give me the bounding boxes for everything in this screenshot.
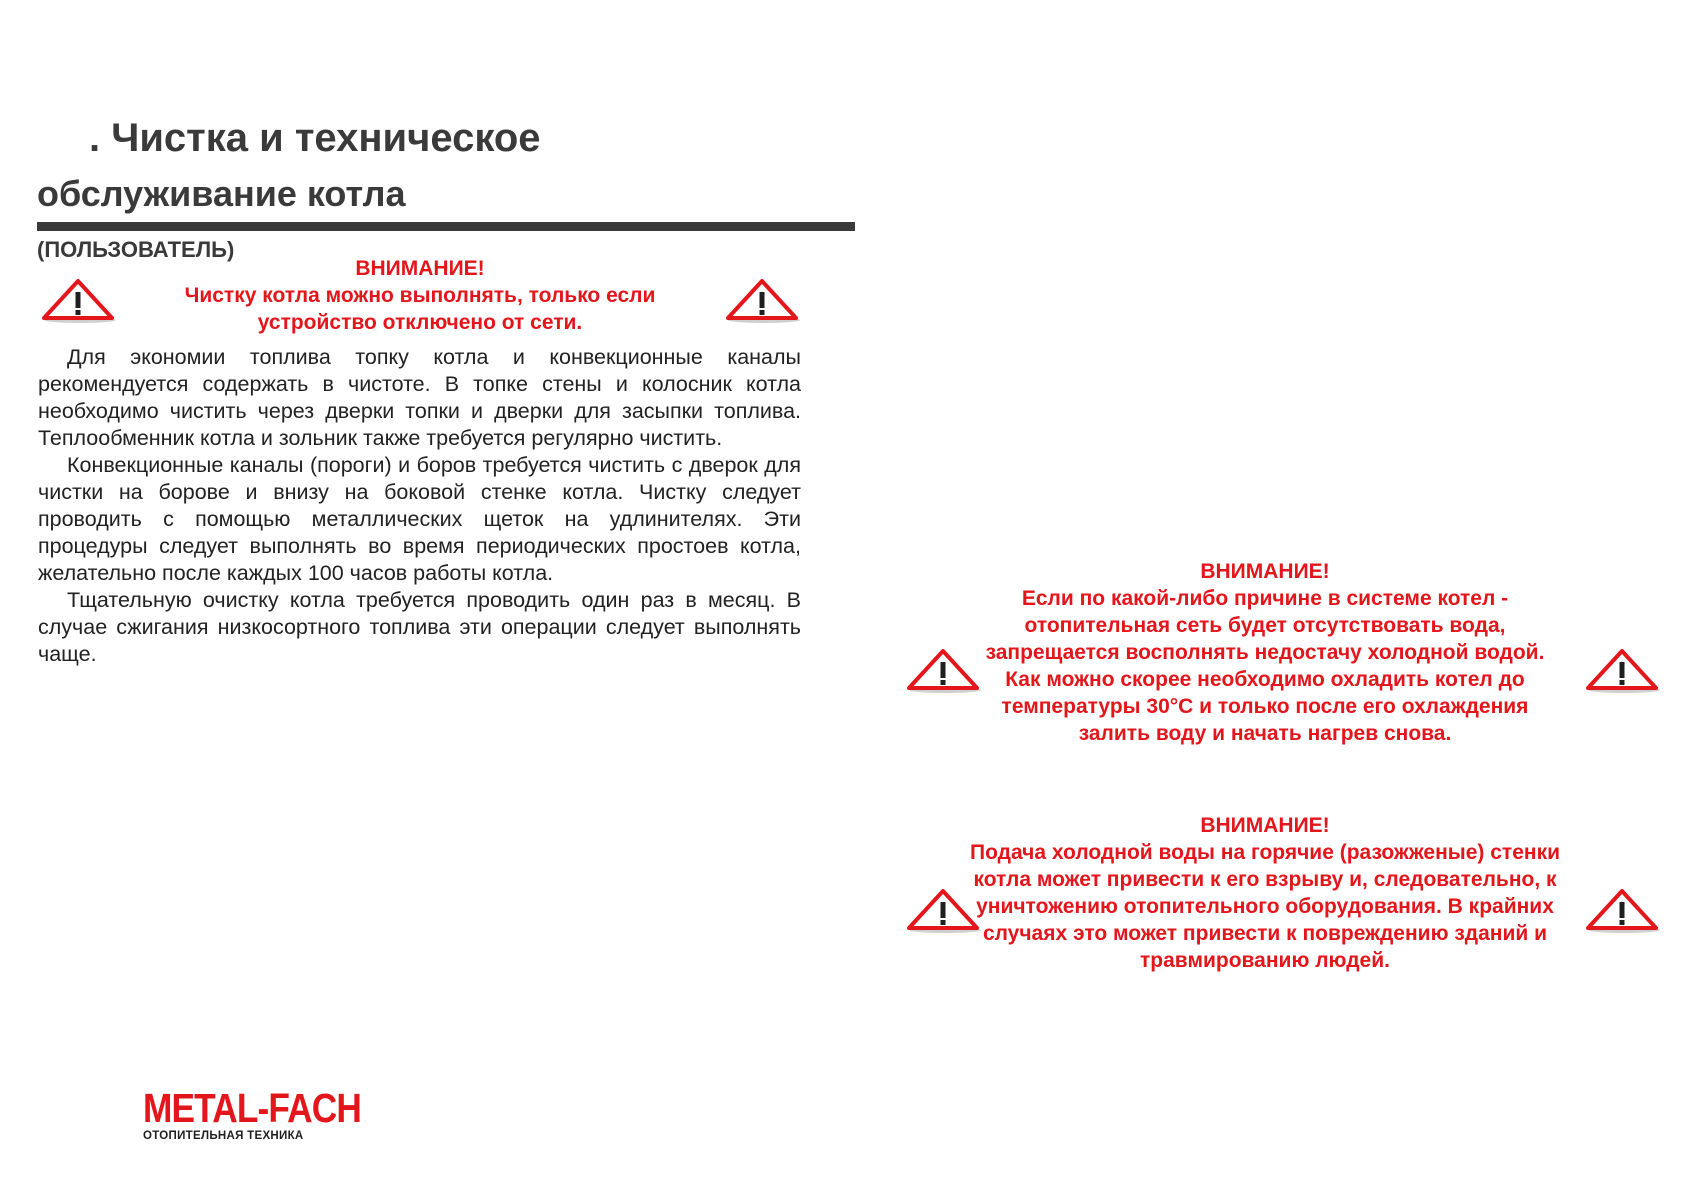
page-subtitle: (ПОЛЬЗОВАТЕЛЬ) [37, 237, 235, 262]
warning-triangle-icon [724, 278, 800, 326]
brand-logo-wordmark: METAL-FACH [143, 1085, 361, 1131]
page-title-line2: обслуживание котла [37, 173, 406, 214]
warning-top [140, 255, 700, 336]
warning-middle-title: ВНИМАНИЕ! [1200, 560, 1330, 583]
warning-middle [970, 558, 1560, 747]
warning-triangle-icon [40, 278, 116, 326]
brand-logo [143, 1085, 361, 1142]
body-paragraph: Для экономии топлива топку котла и конвекционные каналы рекомендуется содержать в чистоте. В топке стены и колосник котла необходимо чистить через дверки топки и дверки для засыпки топлива. Теплообменник котла и зольник также требуется регулярно чистить. [38, 345, 801, 450]
warning-triangle-icon [1584, 648, 1660, 696]
body-text [38, 344, 801, 668]
warning-bottom-text: Подача холодной воды на горячие (разожженые) стенки котла может привести к его взрыву и, следовательно, к уничтожению отопительного оборудования. В крайних случаях это может привести к повреждению зданий и травмированию людей. [970, 841, 1560, 972]
warning-top-text: Чистку котла можно выполнять, только если устройство отключено от сети. [184, 284, 656, 334]
warning-bottom [970, 812, 1560, 974]
warning-top-title: ВНИМАНИЕ! [355, 257, 485, 280]
body-paragraph: Конвекционные каналы (пороги) и боров требуется чистить с дверок для чистки на борове и внизу на боковой стенке котла. Чистку следует проводить с помощью металлических щеток на удлинителях. Эти процедуры следует выполнять во время периодических простоев котла, желательно после каждых 100 часов работы котла. [38, 453, 801, 585]
warning-bottom-title: ВНИМАНИЕ! [1200, 814, 1330, 837]
warning-triangle-icon [1584, 888, 1660, 936]
body-paragraph: Тщательную очистку котла требуется проводить один раз в месяц. В случае сжигания низкосортного топлива эти операции следует выполнять чаще. [38, 588, 801, 666]
page-title [37, 110, 857, 222]
warning-middle-text: Если по какой-либо причине в системе котел - отопительная сеть будет отсутствовать вода, запрещается восполнять недостачу холодной водой. Как можно скорее необходимо охладить котел до температуры 30°C и только после его охлаждения залить воду и начать нагрев снова. [985, 587, 1545, 745]
brand-logo-tagline: ОТОПИТЕЛЬНАЯ ТЕХНИКА [143, 1130, 304, 1142]
title-underline [37, 222, 855, 231]
page-title-line1: . Чистка и техническое [89, 116, 541, 160]
